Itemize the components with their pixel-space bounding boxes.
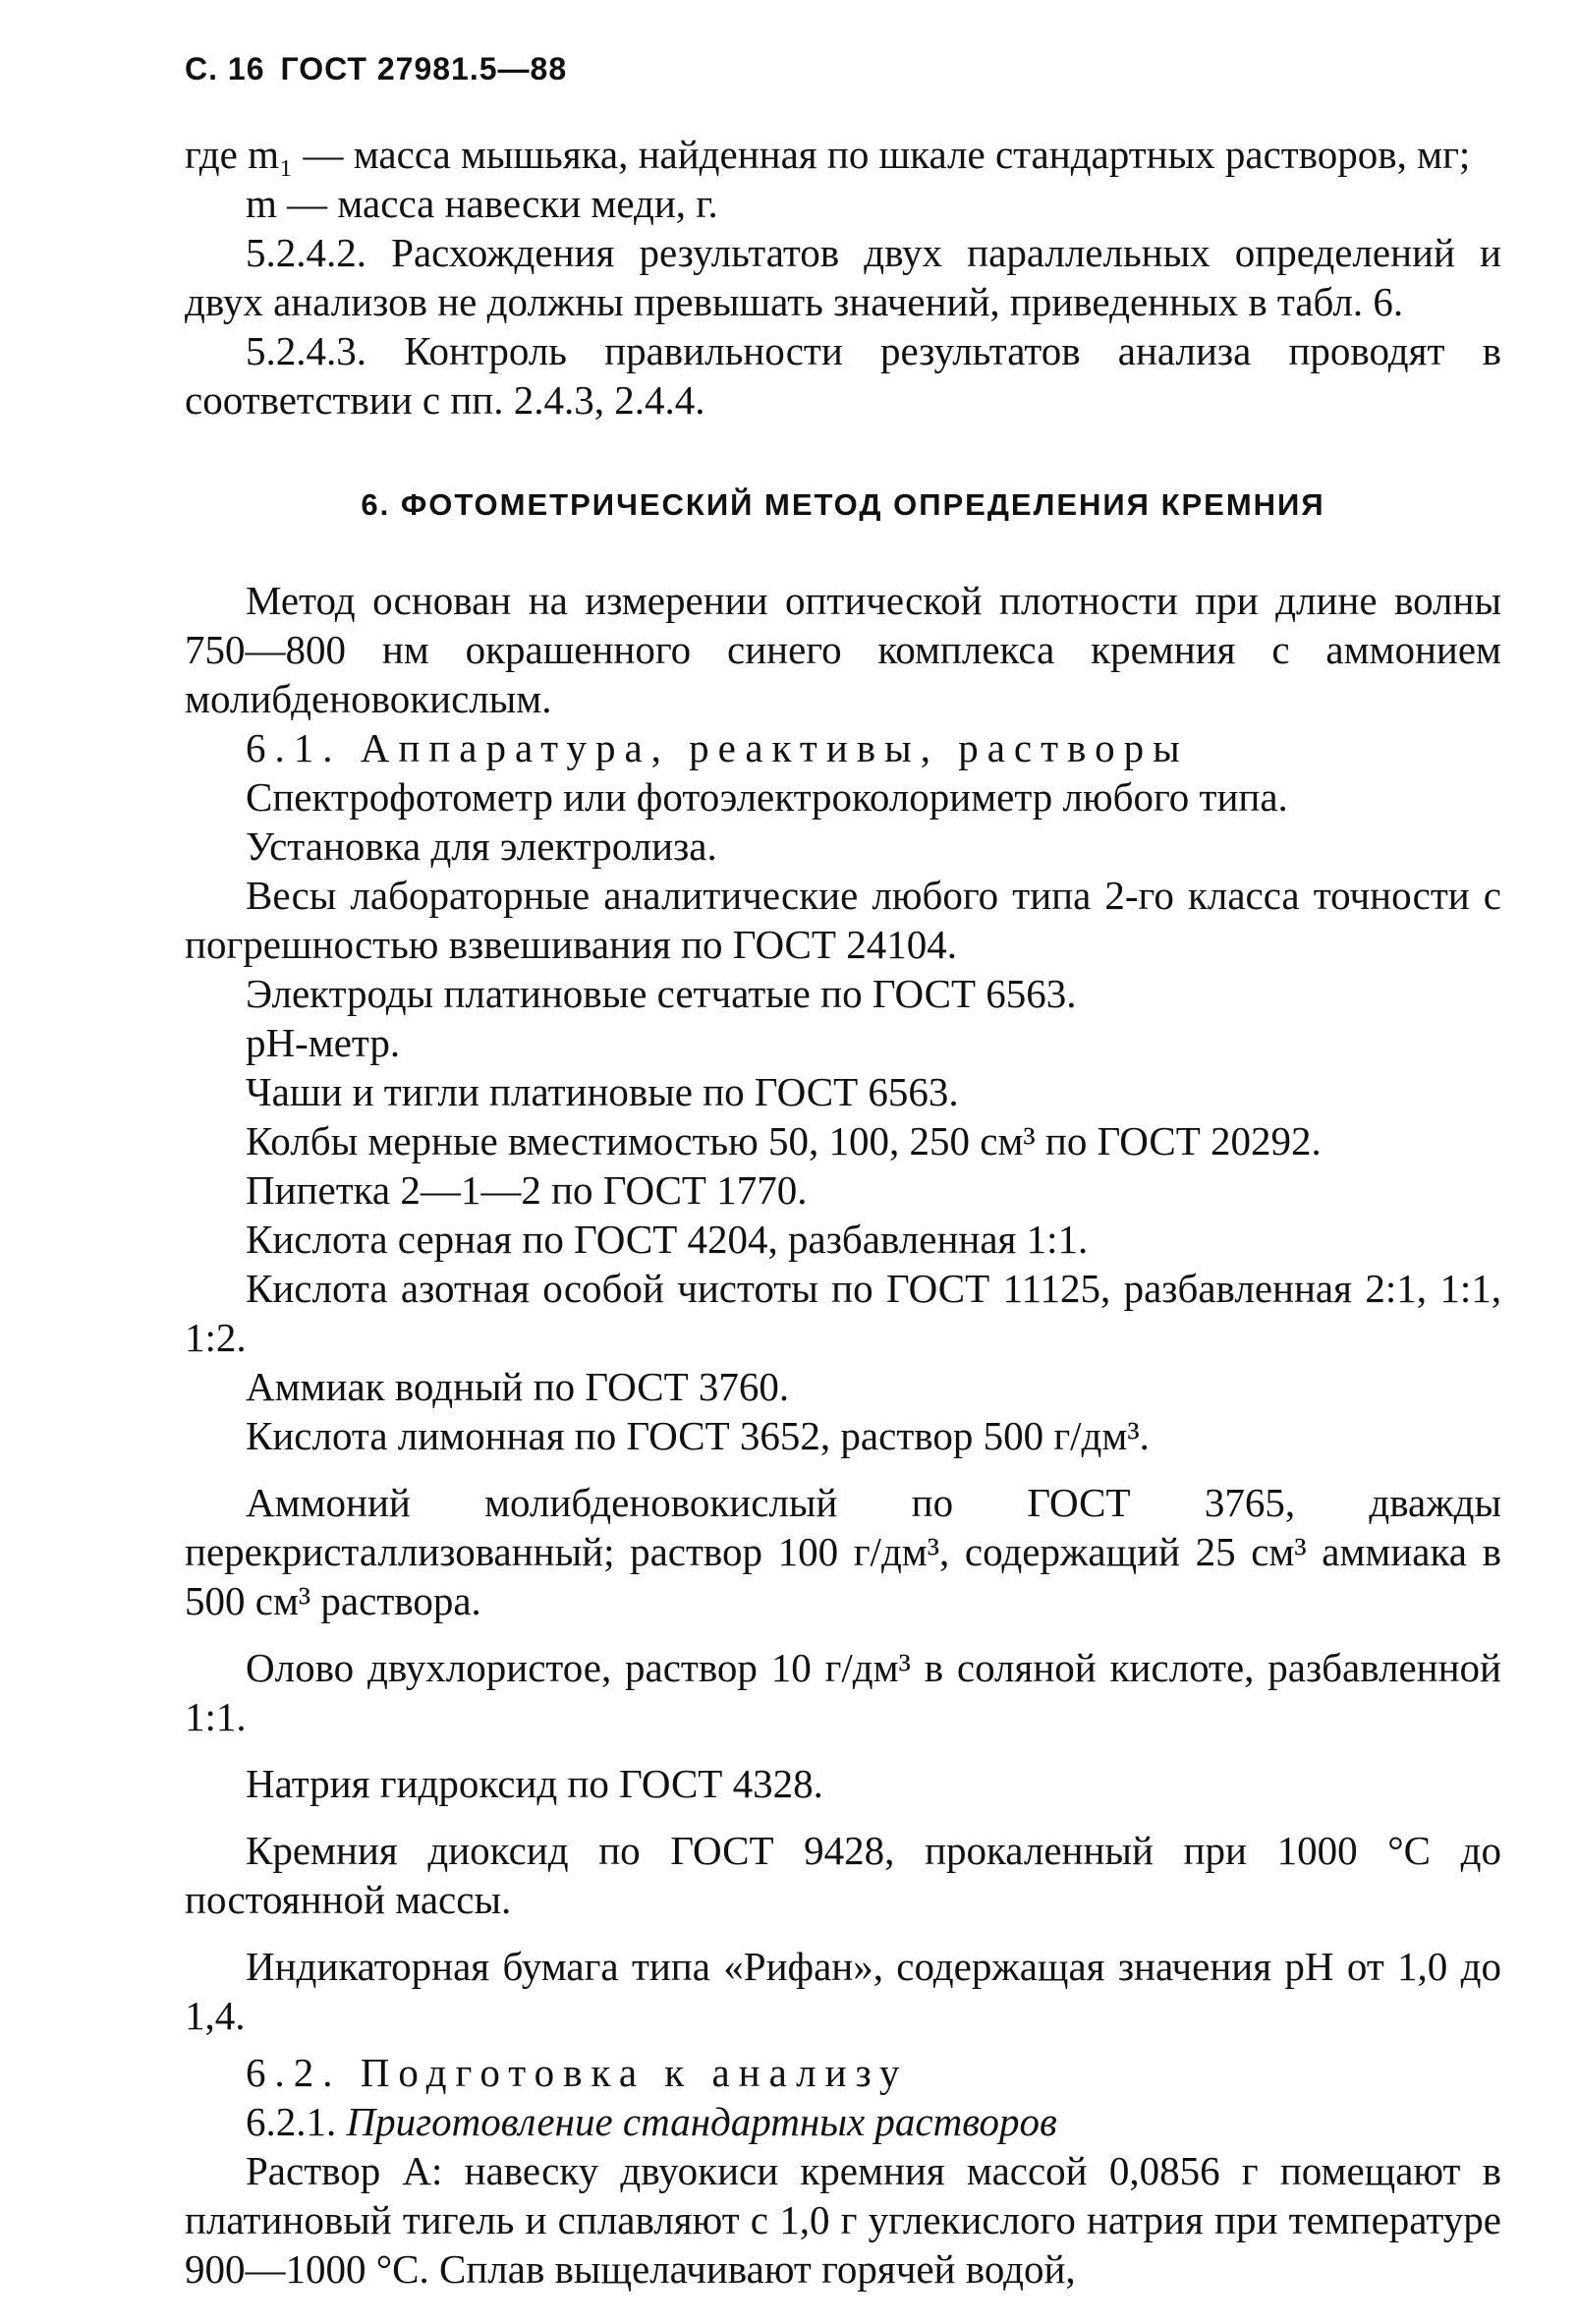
list-item: Кислота азотная особой чистоты по ГОСТ 11125, разбавленная 2:1, 1:1, 1:2.: [185, 1266, 1501, 1360]
list-item: Электроды платиновые сетчатые по ГОСТ 6563.: [246, 971, 1077, 1016]
list-item: Колбы мерные вместимостью 50, 100, 250 см³ по ГОСТ 20292.: [246, 1118, 1322, 1163]
list-item: Кислота лимонная по ГОСТ 3652, раствор 500 г/дм³.: [246, 1413, 1150, 1458]
subsection-6-2-1-heading: [185, 2097, 1501, 2146]
equipment-list: [185, 772, 1501, 1460]
list-item: Кислота серная по ГОСТ 4204, разбавленная 1:1.: [246, 1217, 1089, 1262]
list-item: Аммиак водный по ГОСТ 3760.: [246, 1364, 790, 1409]
list-item: Весы лабораторные аналитические любого типа 2-го класса точности с погрешностью взвешивания по ГОСТ 24104.: [185, 873, 1501, 967]
list-item: Пипетка 2—1—2 по ГОСТ 1770.: [246, 1167, 808, 1213]
list-item: Кремния диоксид по ГОСТ 9428, прокаленный при 1000 °С до постоянной массы.: [185, 1828, 1501, 1922]
list-item: Аммоний молибденовокислый по ГОСТ 3765, дважды перекристаллизованный; раствор 100 г/дм³, содержащий 25 см³ аммиака в 500 см³ раствора.: [185, 1480, 1501, 1623]
subsection-6-2-heading: 6.2. Подготовка к анализу: [246, 2050, 909, 2095]
where-m-definition: m — масса навески меди, г.: [246, 181, 718, 226]
page-header: [185, 49, 1501, 88]
solution-a-paragraph: Раствор А: навеску двуокиси кремния массой 0,0856 г помещают в платиновый тигель и сплавляют с 1,0 г углекислого натрия при температуре 900—1000 °С. Сплав выщелачивают горячей водой,: [185, 2148, 1501, 2292]
list-item: Натрия гидроксид по ГОСТ 4328.: [246, 1761, 823, 1806]
standard-number: ГОСТ 27981.5—88: [280, 51, 568, 86]
section-6-title: 6. ФОТОМЕТРИЧЕСКИЙ МЕТОД ОПРЕДЕЛЕНИЯ КРЕМНИЯ: [361, 487, 1325, 522]
subsection-6-2-1-title: Приготовление стандартных растворов: [346, 2099, 1057, 2144]
list-item: рН-метр.: [246, 1020, 401, 1065]
paragraph-5-2-4-2: 5.2.4.2. Расхождения результатов двух параллельных определений и двух анализов не должны превышать значений, приведенных в табл. 6.: [185, 230, 1501, 324]
document-page: [185, 49, 1501, 2294]
list-item: Олово двухлористое, раствор 10 г/дм³ в соляной кислоте, разбавленной 1:1.: [185, 1645, 1501, 1739]
list-item: Установка для электролиза.: [246, 823, 717, 869]
reagent-list: [185, 1478, 1501, 2040]
list-item: Чаши и тигли платиновые по ГОСТ 6563.: [246, 1069, 959, 1114]
paragraph-5-2-4-3: 5.2.4.3. Контроль правильности результатов анализа проводят в соответствии с пп. 2.4.3, 2.4.4.: [185, 328, 1501, 423]
subsection-6-2-1-number: 6.2.1.: [246, 2099, 337, 2144]
list-item: Индикаторная бумага типа «Рифан», содержащая значения рН от 1,0 до 1,4.: [185, 1944, 1501, 2038]
page-number: С. 16: [185, 51, 265, 86]
section-6-intro: Метод основан на измерении оптической плотности при длине волны 750—800 нм окрашенного синего комплекса кремния с аммонием молибденовокислым.: [185, 578, 1501, 721]
list-item: Спектрофотометр или фотоэлектроколориметр любого типа.: [246, 774, 1288, 820]
where-m1-definition: где m₁ — масса мышьяка, найденная по шкале стандартных растворов, мг;: [185, 132, 1471, 177]
subsection-6-1-heading: 6.1. Аппаратура, реактивы, растворы: [246, 725, 1189, 770]
